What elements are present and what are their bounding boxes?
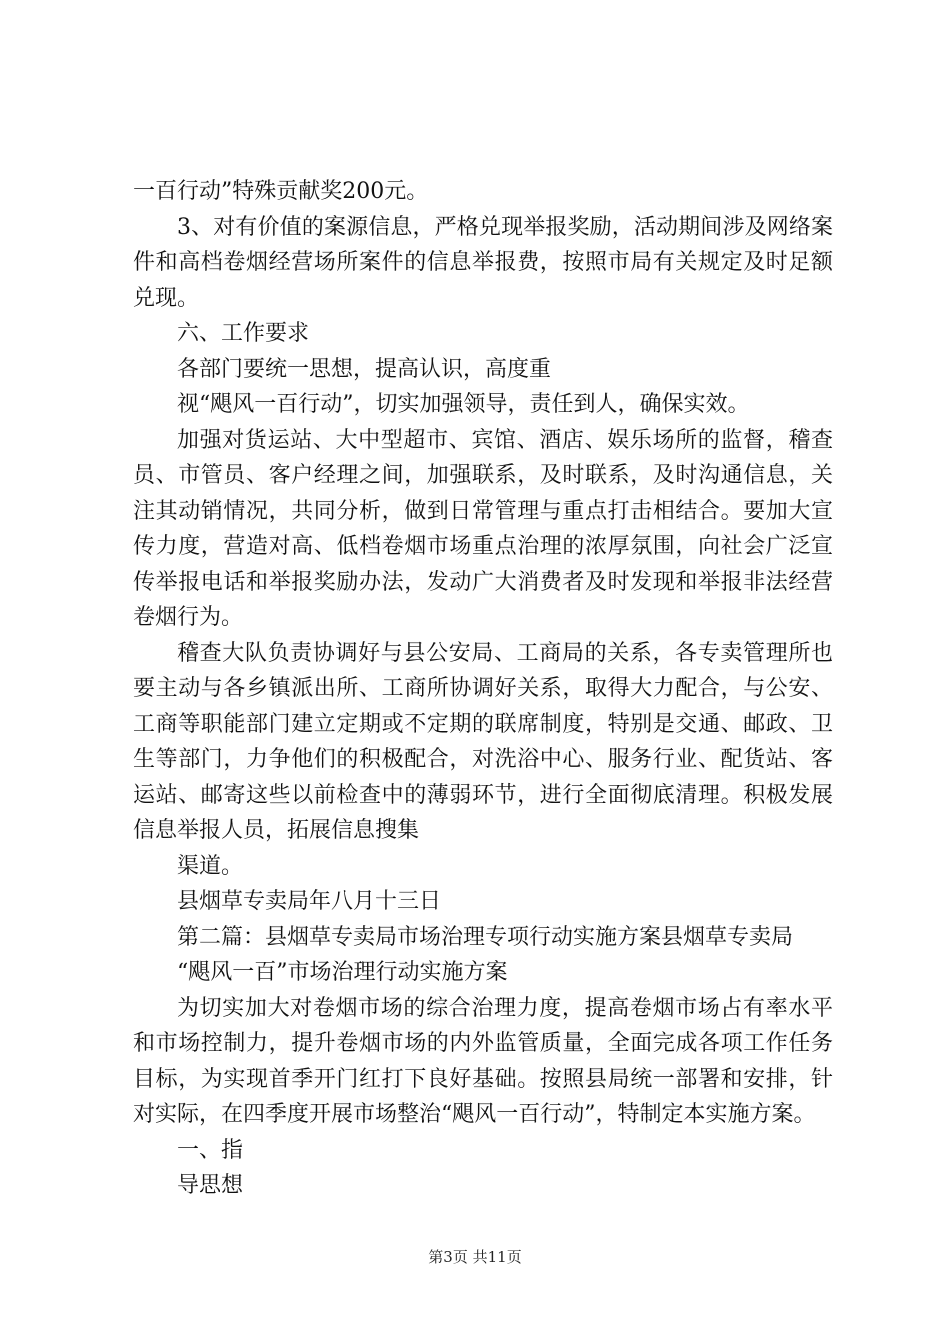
- paragraph: 视“飓风一百行动”，切实加强领导，责任到人，确保实效。: [177, 392, 750, 417]
- paragraph: 为切实加大对卷烟市场的综合治理力度，提高卷烟市场占有率水平和市场控制力，提升卷烟市场的内外监管质量，全面完成各项工作任务目标，为实现首季开门红打下良好基础。按照县局统一部署和安排，针对实际，在四季度开展市场整治“飓风一百行动”，特制定本实施方案。: [133, 995, 833, 1127]
- paragraph: 一百行动”特殊贡献奖200元。: [133, 179, 429, 204]
- page-number-footer: 第3页 共11页: [428, 1248, 522, 1266]
- paragraph: 加强对货运站、大中型超市、宾馆、酒店、娱乐场所的监督，稽查员、市管员、客户经理之间，加强联系，及时联系，及时沟通信息，关注其动销情况，共同分析，做到日常管理与重点打击相结合。要加大宣传力度，营造对高、低档卷烟市场重点治理的浓厚氛围，向社会广泛宣传举报电话和举报奖励办法，发动广大消费者及时发现和举报非法经营卷烟行为。: [133, 427, 833, 630]
- document-body: [133, 174, 833, 1204]
- paragraph: 渠道。: [177, 853, 244, 879]
- section-heading: 六、工作要求: [177, 321, 310, 346]
- signature-date: 县烟草专卖局年八月十三日: [177, 889, 442, 914]
- section-heading: 一、指: [177, 1137, 244, 1163]
- paragraph: 稽查大队负责协调好与县公安局、工商局的关系，各专卖管理所也要主动与各乡镇派出所、工商所协调好关系，取得大力配合，与公安、工商等职能部门建立定期或不定期的联席制度，特别是交通、邮政、卫生等部门，力争他们的积极配合，对洗浴中心、服务行业、配货站、客运站、邮寄这些以前检查中的薄弱环节，进行全面彻底清理。积极发展信息举报人员，拓展信息搜集: [133, 640, 833, 843]
- paragraph: 3、对有价值的案源信息，严格兑现举报奖励，活动期间涉及网络案件和高档卷烟经营场所案件的信息举报费，按照市局有关规定及时足额兑现。: [133, 214, 833, 311]
- section-heading: 导思想: [177, 1173, 244, 1198]
- paragraph: 各部门要统一思想，提高认识，高度重: [177, 356, 552, 382]
- plan-title: “飓风一百”市场治理行动实施方案: [177, 960, 508, 985]
- chapter-heading: 第二篇：县烟草专卖局市场治理专项行动实施方案县烟草专卖局: [177, 924, 794, 950]
